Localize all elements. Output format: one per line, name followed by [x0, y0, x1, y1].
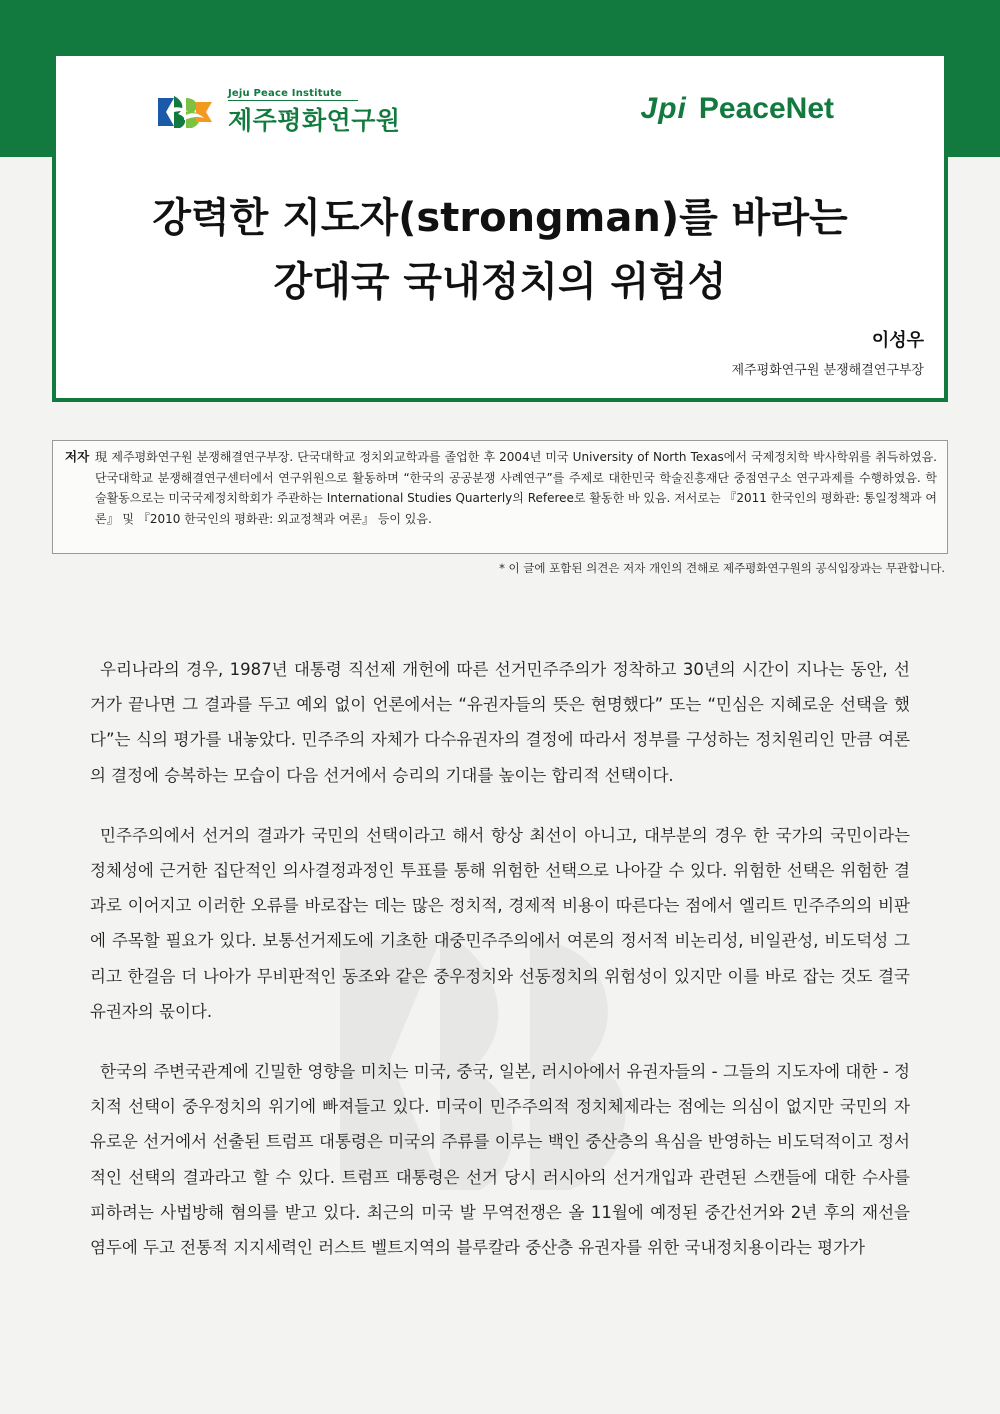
logo-name: 제주평화연구원	[228, 106, 401, 135]
document-title	[56, 186, 944, 314]
title-line-1: 강력한 지도자(strongman)를 바라는	[152, 195, 848, 241]
paragraph-2: 민주주의에서 선거의 결과가 국민의 선택이라고 해서 항상 최선이 아니고, 대부분의 경우 한 국가의 국민이라는 정체성에 근거한 집단적인 의사결정과정인 투표를 통해 위험한 선택으로 나아갈 수 있다. 위험한 선택은 위험한 결과로 이어지고 이러한 오류를 바로잡는 데는 많은 정치적, 경제적 비용이 따른다는 점에서 엘리트 민주주의의 비판에 주목할 필요가 있다. 보통선거제도에 기초한 대중민주주의에서 여론의 정서적 비논리성, 비일관성, 비도덕성 그리고 한걸음 더 나아가 무비판적인 동조와 같은 중우정치와 선동정치의 위험성이 있지만 이를 바로 잡는 것도 결국 유권자의 몫이다.	[90, 825, 910, 1021]
peacenet-logo	[641, 92, 834, 126]
bio-label: 저자	[65, 449, 90, 464]
bio-text: 現 제주평화연구원 분쟁해결연구부장. 단국대학교 정치외교학과를 졸업한 후 2004년 미국 University of North Texas에서 국제정치학 박사학위를 취득하였음. 단국대학교 분쟁해결연구센터에서 연구위원으로 활동하며 “한국의 공공분쟁 사례연구”를 주제로 대한민국 학술진흥재단 중점연구소 연구과제를 수행하였음. 학술활동으로는 미국국제정치학회가 주관하는 International Studies Quarterly의 Referee로 활동한 바 있음. 저서로는 『2011 한국인의 평화관: 통일정책과 여론』 및 『2010 한국인의 평화관: 외교정책과 여론』 등이 있음.	[95, 450, 937, 526]
disclaimer-note: * 이 글에 포함된 의견은 저자 개인의 견해로 제주평화연구원의 공식입장과는 무관합니다.	[499, 561, 945, 575]
paragraph-3: 한국의 주변국관계에 긴밀한 영향을 미치는 미국, 중국, 일본, 러시아에서 유권자들의 - 그들의 지도자에 대한 - 정치적 선택이 중우정치의 위기에 빠져들고 있다. 미국이 민주주의적 정치체제라는 점에는 의심이 없지만 국민의 자유로운 선거에서 선출된 트럼프 대통령은 미국의 주류를 이루는 백인 중산층의 욕심을 반영하는 비도덕적이고 정서적인 선택의 결과라고 할 수 있다. 트럼프 대통령은 선거 당시 러시아의 선거개입과 관련된 스캔들에 대한 수사를 피하려는 사법방해 혐의를 받고 있다. 최근의 미국 발 무역전쟁은 올 11월에 예정된 중간선거와 2년 후의 재선을 염두에 두고 전통적 지지세력인 러스트 벨트지역의 블루칼라 중산층 유권자를 위한 국내정치용이라는 평가가	[90, 1062, 910, 1258]
peacenet-name: PeaceNet	[698, 92, 834, 125]
author-name: 이성우	[871, 330, 924, 351]
author-affiliation: 제주평화연구원 분쟁해결연구부장	[731, 363, 924, 378]
peacenet-prefix: Jpi	[640, 92, 687, 125]
author-bio-box	[52, 440, 948, 554]
logo-subtitle: Jeju Peace Institute	[228, 88, 358, 101]
jeju-peace-institute-logo	[156, 88, 436, 138]
logo-bar	[56, 56, 944, 157]
jpi-bird-mark-icon	[156, 92, 214, 132]
paragraph-1: 우리나라의 경우, 1987년 대통령 직선제 개헌에 따른 선거민주주의가 정착하고 30년의 시간이 지나는 동안, 선거가 끝나면 그 결과를 두고 예외 없이 언론에서는 “유권자들의 뜻은 현명했다” 또는 “민심은 지혜로운 선택을 했다”는 식의 평가를 내놓았다. 민주주의 자체가 다수유권자의 결정에 따라서 정부를 구성하는 정치원리인 만큼 여론의 결정에 승복하는 모습이 다음 선거에서 승리의 기대를 높이는 합리적 선택이다.	[90, 660, 910, 785]
article-body	[90, 652, 910, 1290]
header-box	[52, 52, 948, 402]
title-line-2: 강대국 국내정치의 위험성	[273, 259, 727, 305]
